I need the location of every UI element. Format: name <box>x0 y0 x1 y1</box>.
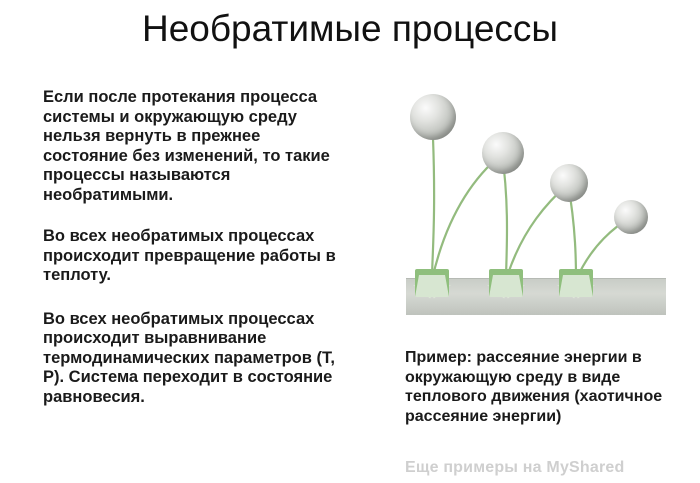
ball-3 <box>550 164 588 202</box>
paragraph-3 <box>43 310 343 408</box>
paragraph-3-bold: равновесия <box>43 387 141 406</box>
watermark: Еще примеры на MyShared <box>405 459 625 476</box>
paragraph-3-lead: Во всех необратимых процессах происходит выравнивание термодинамических параметров (Т, Р). Система переходит в состояние <box>43 309 335 386</box>
illustration-bouncing-ball <box>398 88 668 328</box>
ball-1 <box>410 94 456 140</box>
paragraph-1-lead: Если после протекания процесса системы и окружающую среду нельзя вернуть в прежнее состояние без изменений, то такие процессы называются <box>43 88 330 184</box>
impact-burst-3 <box>550 263 602 297</box>
paragraph-1-tail: . <box>168 185 174 204</box>
paragraph-2 <box>43 227 343 286</box>
paragraph-1 <box>43 88 343 205</box>
impact-burst-2 <box>480 263 532 297</box>
caption-text: : рассеяние энергии в окружающую среду в виде теплового движения (хаотичное рассеяние энергии) <box>405 349 663 425</box>
paragraph-3-tail: . <box>140 387 145 406</box>
paragraph-1-bold: необратимыми <box>43 185 169 204</box>
impact-burst-1 <box>406 263 458 297</box>
caption-label: Пример <box>405 349 467 366</box>
paragraph-2-lead: Во всех необратимых процессах происходит превращение работы в теплоту. <box>43 227 336 284</box>
body-text-column <box>43 88 343 407</box>
ball-2 <box>482 132 524 174</box>
figure-caption <box>405 348 677 426</box>
page-title: Необратимые процессы <box>141 8 559 49</box>
ball-4 <box>614 200 648 234</box>
